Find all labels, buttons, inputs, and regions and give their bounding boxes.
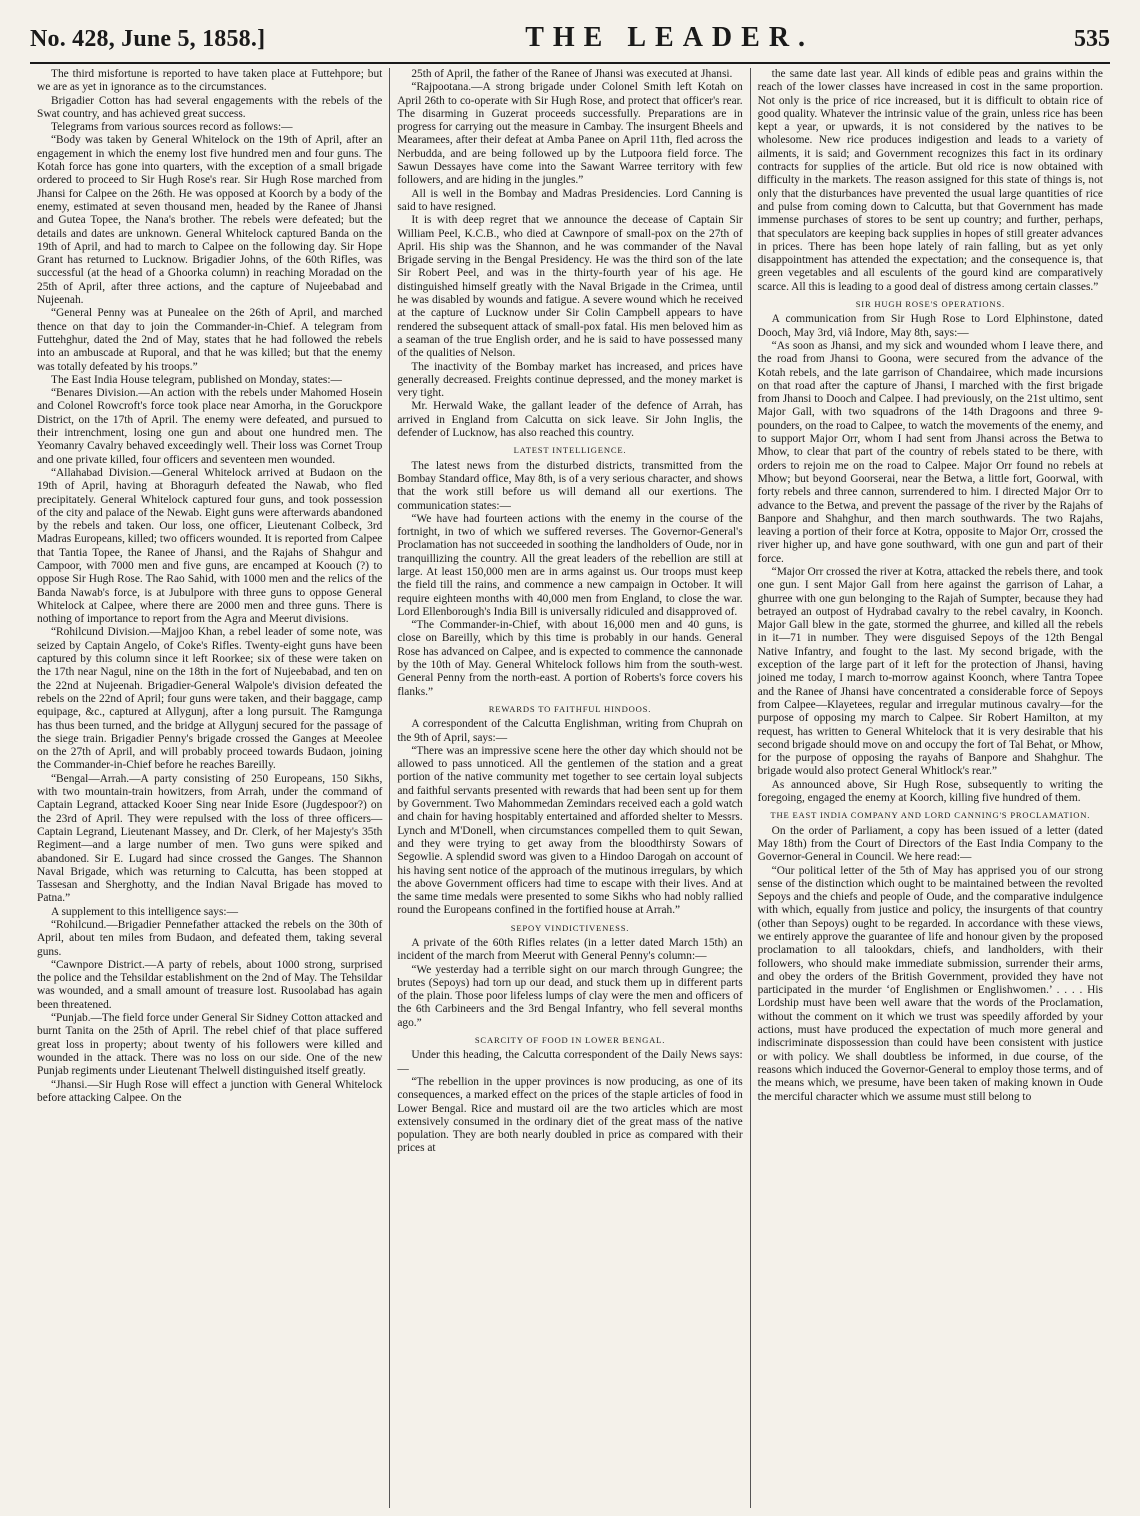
paragraph: “Punjab.—The field force under General Sir Sidney Cotton attacked and burnt Tanita on the 25th of April. The rebel chief of that place suffered great loss in property; about twenty of his followers were killed and wounded in the attack. There was no loss on our side. One of the new Punjab regiments under Lieutenant Thelwell distinguished itself greatly. bbox=[37, 1012, 383, 1078]
paragraph: “The rebellion in the upper provinces is now producing, as one of its consequences, a marked effect on the prices of the staple articles of food in Lower Bengal. Rice and mustard oil are the two articles which are most extensively consumed in the ordinary diet of the great mass of the native population. They are both nearly doubled in price as compared with their prices at bbox=[397, 1075, 743, 1155]
paragraph: The third misfortune is reported to have taken place at Futtehpore; but we are as yet in ignorance as to the circumstances. bbox=[37, 68, 383, 94]
paragraph: 25th of April, the father of the Ranee of Jhansi was executed at Jhansi. bbox=[411, 68, 733, 80]
column-1 bbox=[30, 68, 389, 1508]
paragraph: The inactivity of the Bombay market has increased, and prices have generally decreased. Freights continue depressed, and the money market is very tight. bbox=[397, 360, 743, 400]
column-2 bbox=[389, 68, 749, 1508]
paragraph: “Cawnpore District.—A party of rebels, about 1000 strong, surprised the police and the Tehsildar establishment on the 2nd of May. The Tehsildar was wounded, and a small amount of treasure lost. Rusoolabad has again been threatened. bbox=[37, 958, 383, 1011]
paragraph: “Bengal—Arrah.—A party consisting of 250 Europeans, 150 Sikhs, with two mountain-train howitzers, from Arrah, under the command of Captain Legrand, attacked Kooer Sing near Inide Esore (Jugdespoor?) on the 23rd of April. They were repulsed with the loss of three officers—Captain Legrand, Lieutenant Massey, and Dr. Clerk, of her Majesty's 35th Regiment—and a large number of men. Two guns were spiked and abandoned. Sir E. Lugard had since crossed the Ganges. The Shannon Naval Brigade, which was returning to Calcutta, has been stopped at Tassesan and Sherghotty, and the Indian Naval Brigade has moved to Patna.” bbox=[37, 772, 383, 905]
paragraph: On the order of Parliament, a copy has been issued of a letter (dated May 18th) from the Court of Directors of the East India Company to the Governor-General in Council. We here read:— bbox=[757, 824, 1103, 864]
newspaper-title: THE LEADER. bbox=[525, 22, 815, 53]
page-number: 535 bbox=[1073, 26, 1110, 52]
section-heading: REWARDS TO FAITHFUL HINDOOS. bbox=[488, 703, 652, 714]
paragraph: A correspondent of the Calcutta Englishman, writing from Chuprah on the 9th of April, says:— bbox=[397, 718, 743, 744]
paragraph: “There was an impressive scene here the other day which should not be allowed to pass unnoticed. All the gentlemen of the station and a great portion of the native community met together to see certain loyal subjects and faithful servants presented with rewards that had been sent up for them by Government. Two Mahommedan Zemindars received each a gold watch and chain for having hospitably entertained and afforded shelter to Messrs. Lynch and M'Donell, when circumstances compelled them to quit Sewan, and they were trying to get away from the bloodthirsty Sowars of Segowlie. A splendid sword was given to a Hindoo Darogah on account of his having sent notice of the approach of the mutinous irregulars, by which the above Government officers had time to escape with their lives. And at the same time medals were presented to some Sikhs who had nobly rallied round the Europeans confined in the fortified house at Arrah.” bbox=[397, 744, 743, 917]
paragraph: “We have had fourteen actions with the enemy in the course of the fortnight, in two of which we suffered reverses. The Governor-General's Proclamation has not succeeded in soothing the landholders of Oude, nor in tranquillizing the country. All the great leaders of the rebellion are still at large. At least 150,000 men are in arms against us. Our troops must keep the field till the rains, and commence a new campaign in October. It will require eighteen months with 40,000 men from England, to close the war. Lord Ellenborough's India Bill is universally ridiculed and disapproved of. bbox=[397, 512, 743, 618]
paragraph: “Major Orr crossed the river at Kotra, attacked the rebels there, and took one gun. I sent Major Gall from here against the garrison of Lahar, a ghurree with one gun belonging to the Rajah of Sumpter, because they had betrayed an outpost of Hydrabad cavalry to the rebel cavalry, in Koonch. Major Gall blew in the gate, stormed the ghurree, and killed all the rebels in it—71 in number. They were disguised Sepoys of the 12th Bengal Native Infantry, and fought to the last. My second brigade, with the exception of the large part of it left for the protection of Jhansi, having joined me today, I march to-morrow against Koonch, where Tantra Topee and the Ranee of Jhansi have concentrated a considerable force of Sepoys from Calpee—Klayetees, regular and irregular mutinous cavalry—for the purpose of opposing my march to Calpee. Sir Robert Hamilton, at my request, has written to General Whitelock that it is very desirable that his second brigade should move on and occupy the fort of Tal Behat, or Mhow, for the purpose of opposing the rayahs of Banpore and Shahghur. The brigade would also protect General Whitlock's rear.” bbox=[757, 565, 1103, 778]
paragraph: “Jhansi.—Sir Hugh Rose will effect a junction with General Whitelock before attacking Calpee. On the bbox=[37, 1078, 383, 1104]
columns bbox=[30, 68, 1110, 1508]
section-heading: SEPOY VINDICTIVENESS. bbox=[510, 922, 630, 933]
paragraph: “Rohilcund.—Brigadier Pennefather attacked the rebels on the 30th of April, about ten miles from Budaon, and defeated them, taking several guns. bbox=[37, 919, 383, 958]
paragraph: A supplement to this intelligence says:— bbox=[51, 905, 238, 918]
paragraph: “As soon as Jhansi, and my sick and wounded whom I leave there, and the road from Jhansi to Goona, were secured from the advance of the Kotah rebels, and the late garrison of Chandairee, which made incursions on that road after the capture of Jhansi, I marched with the first brigade from Jhansi to Dooch and Calpee. I had previously, on the 21st ultimo, sent Major Gall, with two squadrons of the 14th Dragoons and three 9-pounders, on the road to Calpee, to watch the movements of the enemy, and to support Major Orr, whom I had sent from Jhansi across the Betwa to Mhow, to clear that part of the country of rebels stated to be there, with orders to rejoin me on the road to Calpee. Major Orr found no rebels at Mhow; but beyond Goorserai, near the Betwa, a little fort, Goorwal, with forty rebels and three cannon, surrendered to him. I directed Major Orr to advance to the Betwa, and prevent the passage of the river by the Rajahs of Banpore and Shahghur, and then march southwards. The two Rajahs, leaving a portion of their force at Kotra, opposite to Major Orr, crossed the river higher up, and have gone southward, with one gun and part of their force. bbox=[757, 339, 1103, 565]
paragraph: Mr. Herwald Wake, the gallant leader of the defence of Arrah, has arrived in England from Calcutta on sick leave. Sir John Inglis, the defender of Lucknow, has also reached this country. bbox=[397, 400, 743, 440]
paragraph: “Our political letter of the 5th of May has apprised you of our strong sense of the distinction which ought to be maintained between the revolted Sepoys and the chiefs and people of Oude, and the comparative indulgence with which, equally from justice and policy, the insurgents of that country (other than Sepoys) ought to be regarded. In accordance with these views, we entirely approve the guarantee of life and honour given by the proposed proclamation to all talookdars, chiefs, and landholders, with their followers, who should make immediate submission, surrender their arms, and obey the orders of the British Government, provided they have not participated in the murder ‘of Englishmen or Englishwomen.’ . . . . His Lordship must have been well aware that the words of the Proclamation, without the comment on it which we trust was speedily afforded by your actions, must have produced the expectation of much more general and indiscriminate dispossession than could have been consistent with justice or with policy. We shall doubtless be informed, in due course, of the reasons which induced the Governor-General to employ those terms, and of the means which, we presume, have been taken of making known in Oude the merciful character which we assume must still belong to bbox=[757, 864, 1103, 1103]
column-3 bbox=[750, 68, 1110, 1508]
paragraph: “General Penny was at Punealee on the 26th of April, and marched thence on that day to join the Commander-in-Chief. A telegram from Futtehghur, dated the 2nd of May, states that he had followed the rebels into an ambuscade at Ruporal, and that he was killed; but that the enemy was totally defeated by his troops.” bbox=[37, 307, 383, 373]
paragraph: the same date last year. All kinds of edible peas and grains within the reach of the lower classes have increased in cost in the same proportion. Not only is the price of rice increased, but it is difficult to obtain rice of good quality. Whatever the intrinsic value of the grain, unless rice has been kept a year, or upwards, it is not considered by the natives to be wholesome. New rice produces indigestion and leads to a variety of ailments, it is said; and Government recognizes this fact in its ordinary contracts for supplies of the article. But old rice is now obtained with difficulty in the markets. The reason assigned for this state of things is, not only that the disturbances have prevented the usual large quantities of rice and pulse from coming down to Calcutta, but that Government has made immense purchases of stores to be sent up country; and further, perhaps, that speculators are keeping back supplies in hopes of still greater advances in prices. There has been hope lately of rain falling, but as yet only disappointment has attended the expectation; and the consequence is, that green vegetables and all esculents of the gourd kind are comparatively scarce. All this is leading to a good deal of distress among certain classes.” bbox=[757, 68, 1103, 293]
paragraph: “Allahabad Division.—General Whitelock arrived at Budaon on the 19th of April, having at Bhoragurh defeated the Nawab, who fled precipitately. General Whitelock captured four guns, and took possession of the city and palace of the Newab. Eight guns were afterwards abandoned by the rebels and taken. Our loss, one officer, Lieutenant Colbeck, 3rd Madras Europeans, killed; two officers wounded. It is reported from Calpee that Tantia Topee, the Ranee of Jhansi, and the Rajahs of Shahgur and Campoor, with 7000 men and five guns, are encamped at Koouch (?) to oppose Sir Hugh Rose. The Rao Sahid, with 1000 men and the relics of the Banda Nawab's force, is at Jubulpore with three guns to oppose General Whitelock at Calpee, where there are 2000 men and three guns. There is nothing of importance to report from the Agra and Meerut divisions. bbox=[37, 466, 383, 626]
paragraph: A private of the 60th Rifles relates (in a letter dated March 15th) an incident of the march from Meerut with General Penny's column:— bbox=[397, 937, 743, 963]
section-heading: SIR HUGH ROSE'S OPERATIONS. bbox=[855, 299, 1005, 310]
section-heading: LATEST INTELLIGENCE. bbox=[513, 445, 627, 456]
paragraph: “Rohilcund Division.—Majjoo Khan, a rebel leader of some note, was seized by Captain Angelo, of Coke's Rifles. Twenty-eight guns have been captured by this column since it left Roorkee; six of these were taken on the 17th near Nagul, nine on the 18th in the fort of Nujeebabad, and ten on the 22nd at Nujeenah. Brigadier-General Walpole's division defeated the rebels on the 22nd of April; four guns were taken, and their baggage, camp equipage, &c., captured at Allygunj, after a long pursuit. The Ramgunga has thus been turned, and the bridge at Allygunj secured for the passage of the siege train. Brigadier Penny's brigade crossed the Ganges at Meeolee on the 27th of April, and will probably proceed towards Budaon, joining the Commander-in-Chief before he reaches Bareilly. bbox=[37, 626, 383, 772]
paragraph: It is with deep regret that we announce the decease of Captain Sir William Peel, K.C.B., who died at Cawnpore of small-pox on the 27th of April. His ship was the Shannon, and he was commander of the Naval Brigade serving in the Bengal Presidency. He was the third son of the late Sir Robert Peel, and was in the thirty-fourth year of his age. He distinguished himself greatly with the Naval Brigade in the Crimea, until he was disabled by wounds and fatigue. A severe wound which he received at the capture of Lucknow under Sir Colin Campbell appears to have rendered the subsequent attack of small-pox fatal. His men beloved him as a seaman of the true English order, and he is said to have possessed many of the qualities of Nelson. bbox=[397, 214, 743, 360]
paragraph: “We yesterday had a terrible sight on our march through Gungree; the brutes (Sepoys) had torn up our dead, and stuck them up in different parts of the plain. Those poor lifeless lumps of clay were the men and officers of the 6th Carbineers and the 3rd Bengal Infantry, who fell several months ago.” bbox=[397, 963, 743, 1029]
issue-info: No. 428, June 5, 1858.] bbox=[30, 26, 266, 52]
paragraph: “The Commander-in-Chief, with about 16,000 men and 40 guns, is close on Bareilly, which by this time is probably in our hands. General Rose has advanced on Calpee, and is expected to commence the cannonade by the 10th of May. General Whitelock follows him from the south-west. General Penny from the north-east. A portion of Roberts's force covers his flanks.” bbox=[397, 619, 743, 698]
paragraph: “Body was taken by General Whitelock on the 19th of April, after an engagement in which the enemy lost five hundred men and four guns. The Kotah force has gone into quarters, with the exception of a small brigade ordered to proceed to Sir Hugh Rose's rear. Sir Hugh Rose marched from Jhansi for Calpee on the 26th. He was opposed at Koorch by a body of the enemy, estimated at seven thousand men, headed by the Ranee of Jhansi and Gutea Topee, the Nana's brother. The rebels were defeated; but the details and dates are unknown. General Whitelock captured Banda on the 19th of April, and had to march to Calpee on the following day. Sir Hope Grant has returned to Lucknow. Brigadier Johns, of the 60th Rifles, was successful (at the head of a Ghoorka column) in reaching Moradad on the 25th of April, after three actions, and the capture of Nujeebabad and Nujeenah. bbox=[37, 134, 383, 307]
paragraph: Telegrams from various sources record as follows:— bbox=[51, 121, 293, 134]
paragraph: The latest news from the disturbed districts, transmitted from the Bombay Standard office, May 8th, is of a very serious character, and shows that the work still before us will demand all our exertions. The communication states:— bbox=[397, 459, 743, 512]
masthead bbox=[30, 22, 1110, 64]
paragraph: “Benares Division.—An action with the rebels under Mahomed Hosein and Colonel Rowcroft's force took place near Amorha, in the Goruckpore District, on the 17th of April. The enemy were defeated, and pursued to their intrenchment, losing one gun and about one hundred men. The Yeomanry Cavalry behaved exceedingly well. Their loss was Cornet Troup and one private killed, four officers and seventeen men wounded. bbox=[37, 387, 383, 466]
paragraph: Under this heading, the Calcutta correspondent of the Daily News says:— bbox=[397, 1049, 743, 1075]
section-heading: THE EAST INDIA COMPANY AND LORD CANNING'S PROCLAMATION. bbox=[770, 810, 1091, 821]
section-heading: SCARCITY OF FOOD IN LOWER BENGAL. bbox=[474, 1035, 666, 1046]
paragraph: Brigadier Cotton has had several engagements with the rebels of the Swat country, and has achieved great success. bbox=[37, 94, 383, 120]
paragraph: A communication from Sir Hugh Rose to Lord Elphinstone, dated Dooch, May 3rd, viâ Indore, May 8th, says:— bbox=[757, 313, 1103, 339]
paragraph: All is well in the Bombay and Madras Presidencies. Lord Canning is said to have resigned. bbox=[397, 187, 743, 213]
paragraph: The East India House telegram, published on Monday, states:— bbox=[51, 373, 342, 386]
paragraph: As announced above, Sir Hugh Rose, subsequently to writing the foregoing, engaged the enemy at Koorch, killing five hundred of them. bbox=[757, 778, 1103, 805]
paragraph: “Rajpootana.—A strong brigade under Colonel Smith left Kotah on April 26th to co-operate with Sir Hugh Rose, and protect that officer's rear. The disarming in Guzerat proceeds successfully. Preparations are in progress for carrying out the measure in Cambay. The insurgent Bheels and Mearamees, after their defeat at Amba Panee on April 11th, fled across the Nerbudda, and are being followed up by the Lutpoora field force. The Sawun Dessayes have come into the Sawant Warree territory with few followers, and are hiding in the jungles.” bbox=[397, 81, 743, 187]
